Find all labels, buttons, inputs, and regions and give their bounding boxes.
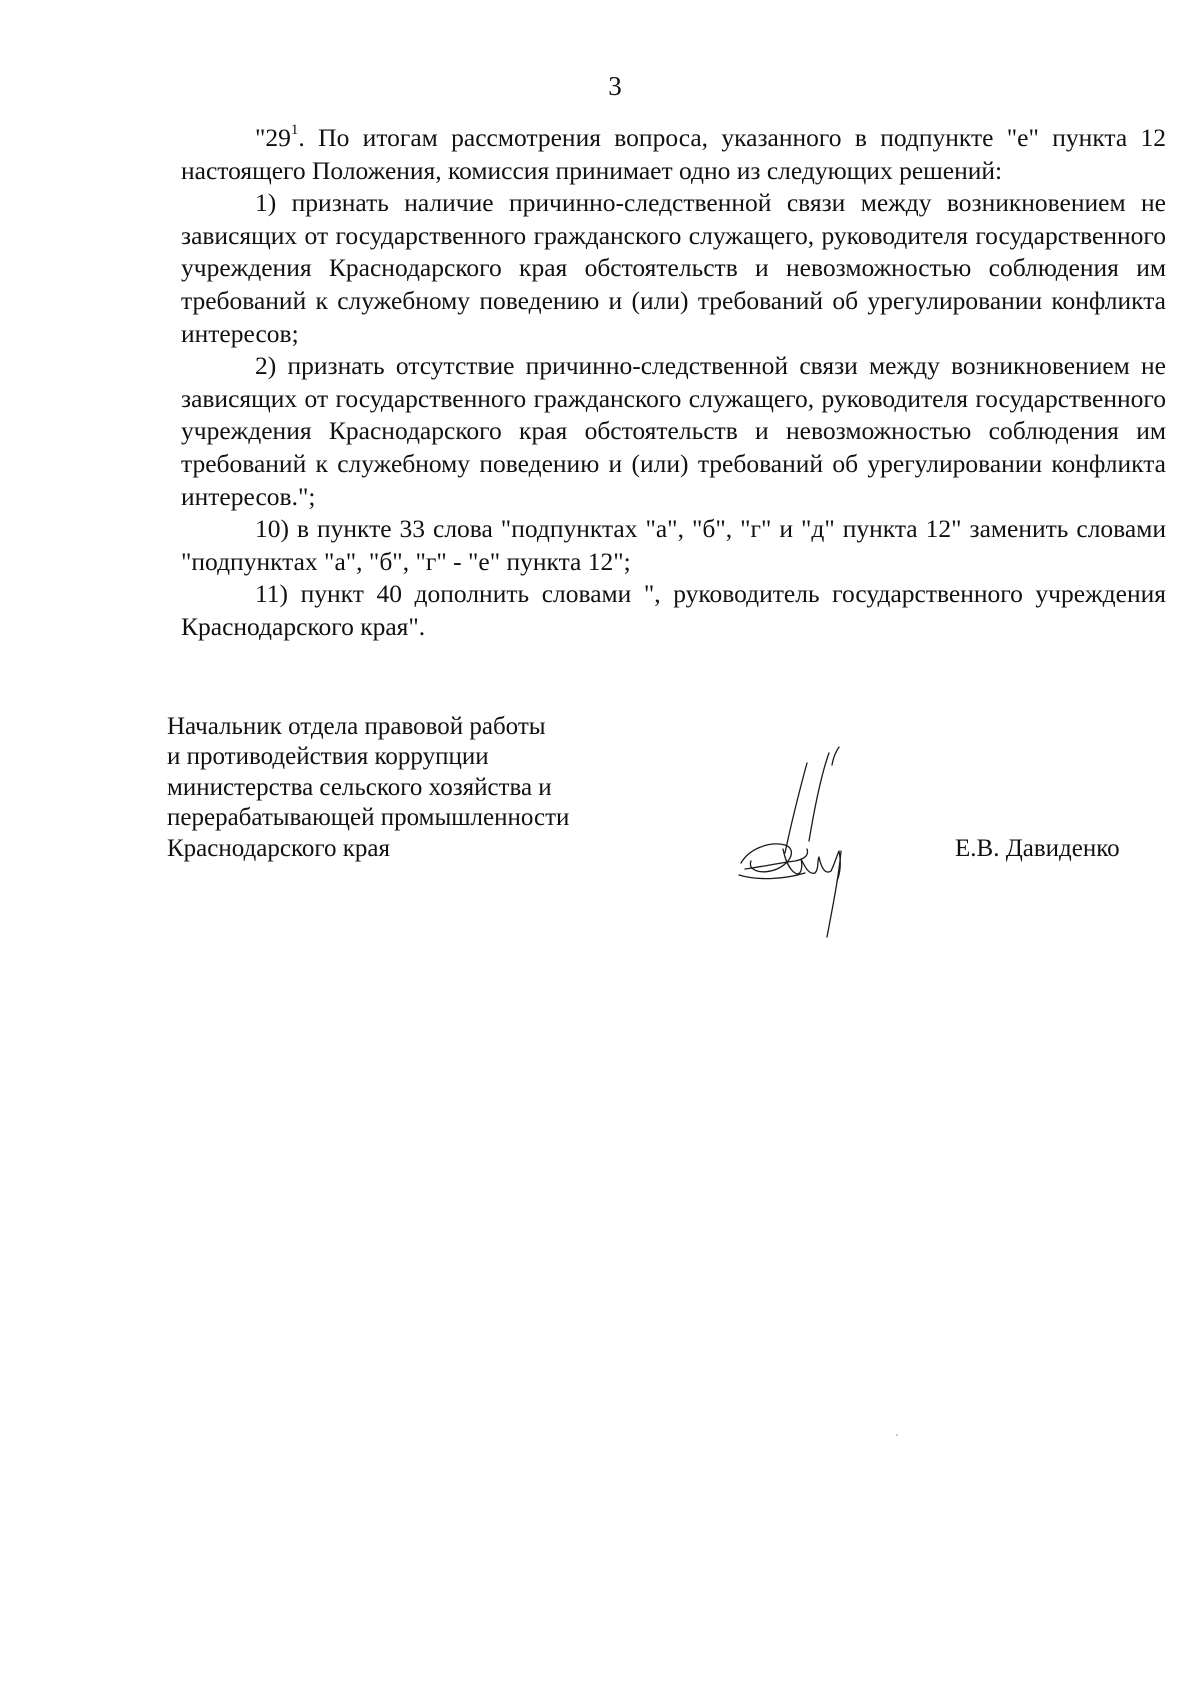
paragraph-lead: "29	[255, 123, 291, 152]
paragraph-item-1: 1) признать наличие причинно-следственной связи между возникновением не зависящих от государственного гражданского служащего, руководителя государственного учреждения Краснодарского края обстоятельств и невозможностью соблюдения им требований к служебному поведению и (или) требований об урегулировании конфликта интересов;	[181, 188, 1166, 348]
signatory-position-line: перерабатывающей промышленности	[167, 804, 570, 832]
signatory-name: Е.В. Давиденко	[955, 835, 1120, 862]
signatory-position-line: Начальник отдела правовой работы	[167, 713, 546, 740]
handwritten-signature-icon	[735, 745, 885, 945]
paragraph-29-1	[181, 122, 1166, 187]
paragraph-text: . По итогам рассмотрения вопроса, указанного в подпункте "е" пункта 12 настоящего Положения, комиссия принимает одно из следующих решений:	[181, 123, 1166, 185]
paragraph-item-10: 10) в пункте 33 слова "подпунктах "а", "б", "г" и "д" пункта 12" заменить словами "подпунктах "а", "б", "г" - "е" пункта 12";	[181, 514, 1166, 576]
signatory-position-line: Краснодарского края	[167, 834, 390, 862]
paragraph-item-11: 11) пункт 40 дополнить словами ", руководитель государственного учреждения Краснодарского края".	[181, 579, 1166, 641]
superscript: 1	[290, 121, 299, 138]
document-body	[181, 122, 1166, 644]
page-number: 3	[608, 71, 622, 101]
signatory-position-line: министерства сельского хозяйства и	[167, 773, 552, 801]
paragraph-item-2: 2) признать отсутствие причинно-следственной связи между возникновением не зависящих от государственного гражданского служащего, руководителя государственного учреждения Краснодарского края обстоятельств и невозможностью соблюдения им требований к служебному поведению и (или) требований об урегулировании конфликта интересов.";	[181, 351, 1166, 511]
signatory-position-line: и противодействия коррупции	[167, 743, 489, 771]
signatory-position	[167, 712, 707, 864]
scan-speck	[896, 1434, 898, 1436]
